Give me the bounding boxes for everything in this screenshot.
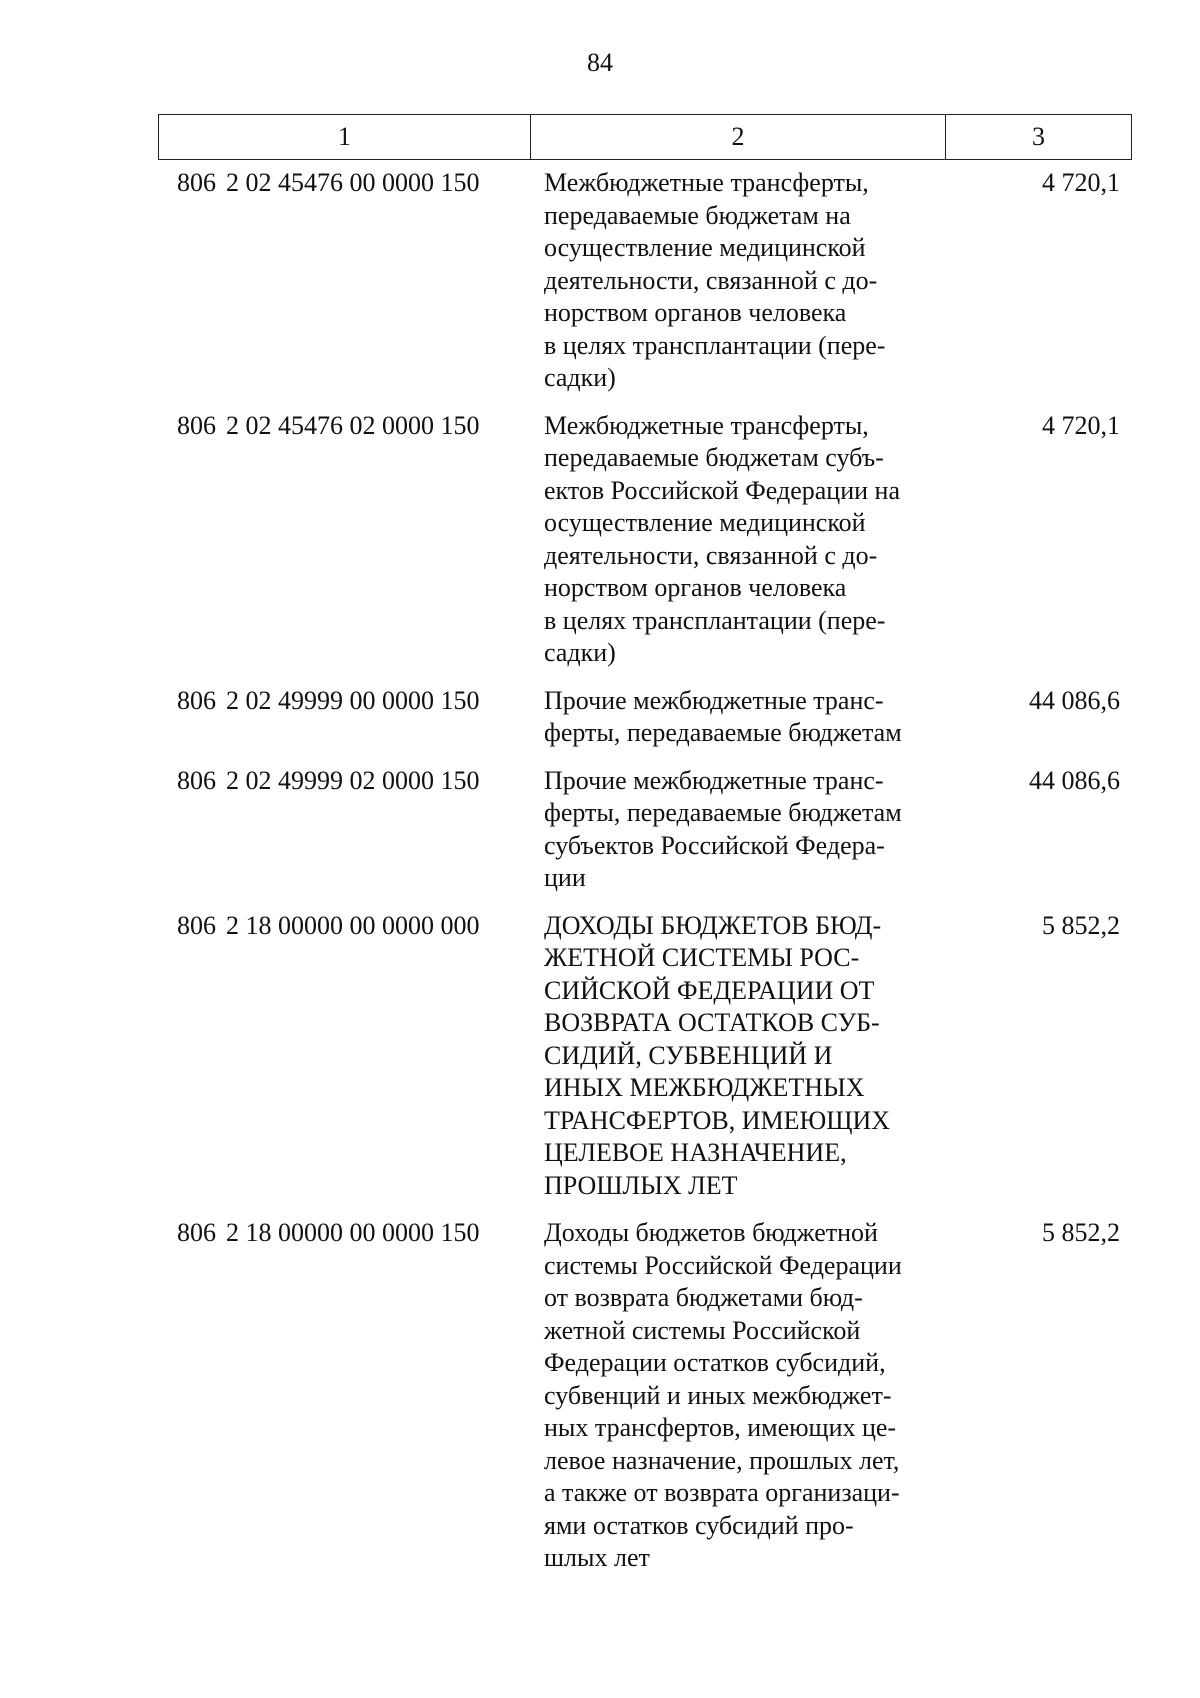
revenue-code-cell: 2 02 49999 00 0000 150 [226, 685, 480, 715]
revenue-name-line: садки) [544, 638, 616, 667]
amount-cell: 4 720,1 [1042, 410, 1120, 440]
budget-table [158, 114, 1132, 1575]
page-number: 84 [587, 48, 613, 77]
revenue-name-line: а также от возврата организаци- [544, 1478, 900, 1507]
revenue-name-cell [530, 685, 945, 750]
table-row [158, 910, 1132, 1203]
amount-cell: 5 852,2 [1042, 1218, 1120, 1247]
revenue-name-line: ных трансфертов, имеющих це- [544, 1413, 897, 1442]
revenue-name-line: садки) [544, 363, 616, 392]
revenue-name-line: от возврата бюджетами бюд- [544, 1283, 863, 1312]
header-column-3: 3 [1032, 122, 1045, 151]
revenue-name-line: ферты, передаваемые бюджетам [544, 798, 902, 827]
revenue-name-line: норством органов человека [544, 298, 847, 327]
revenue-name-line: жетной системы Российской [544, 1315, 861, 1345]
revenue-name-line: ВОЗВРАТА ОСТАТКОВ СУБ- [544, 1008, 880, 1037]
table-header-row [158, 114, 1132, 160]
revenue-name-line: ПРОШЛЫХ ЛЕТ [544, 1170, 738, 1200]
revenue-name-line: деятельности, связанной с до- [544, 265, 878, 295]
revenue-name-cell [530, 1217, 945, 1575]
amount-cell: 44 086,6 [1029, 765, 1120, 795]
admin-code-cell: 806 [177, 910, 216, 940]
admin-code-cell: 806 [177, 685, 216, 715]
admin-code-cell: 806 [177, 765, 216, 795]
revenue-name-line: ции [544, 863, 586, 892]
revenue-name-line: ЦЕЛЕВОЕ НАЗНАЧЕНИЕ, [544, 1138, 847, 1167]
header-column-1: 1 [159, 115, 531, 159]
revenue-code-cell: 2 02 45476 02 0000 150 [226, 410, 480, 440]
table-row [158, 685, 1132, 750]
revenue-name-line: в целях трансплантации (пере- [544, 605, 886, 635]
admin-code-cell: 806 [177, 168, 216, 197]
table-body [158, 167, 1132, 1575]
revenue-name-line: СИЙСКОЙ ФЕДЕРАЦИИ ОТ [544, 975, 875, 1005]
admin-code-cell: 806 [177, 410, 216, 440]
revenue-name-line: Федерации остатков субсидий, [544, 1348, 886, 1377]
table-row [158, 765, 1132, 895]
table-row [158, 1217, 1132, 1575]
revenue-name-line: Прочие межбюджетные транс- [544, 765, 884, 795]
revenue-name-cell [530, 410, 945, 670]
revenue-name-line: ДОХОДЫ БЮДЖЕТОВ БЮД- [544, 910, 882, 940]
revenue-name-line: Межбюджетные трансферты, [544, 168, 869, 197]
revenue-name-cell [530, 765, 945, 895]
revenue-code-cell: 2 02 45476 00 0000 150 [226, 168, 480, 197]
revenue-code-cell: 2 18 00000 00 0000 150 [226, 1218, 480, 1247]
revenue-name-line: осуществление медицинской [544, 233, 866, 262]
revenue-name-line: в целях трансплантации (пере- [544, 330, 886, 360]
revenue-name-line: субъектов Российской Федера- [544, 830, 885, 860]
revenue-name-line: системы Российской Федерации [544, 1250, 902, 1280]
revenue-name-line: ями остатков субсидий про- [544, 1510, 854, 1540]
revenue-name-cell [530, 910, 945, 1203]
revenue-name-line: осуществление медицинской [544, 508, 866, 537]
table-row [158, 167, 1132, 395]
revenue-name-line: норством органов человека [544, 573, 847, 602]
revenue-name-line: Прочие межбюджетные транс- [544, 685, 884, 715]
revenue-name-line: субвенций и иных межбюджет- [544, 1380, 892, 1410]
header-column-2: 2 [531, 115, 946, 159]
amount-cell: 4 720,1 [1042, 168, 1120, 197]
revenue-name-line: ИНЫХ МЕЖБЮДЖЕТНЫХ [544, 1073, 865, 1102]
amount-cell: 5 852,2 [1042, 910, 1120, 940]
admin-code-cell: 806 [177, 1218, 216, 1247]
revenue-name-line: ектов Российской Федерации на [544, 475, 901, 505]
revenue-name-line: шлых лет [544, 1543, 650, 1572]
table-row [158, 410, 1132, 670]
revenue-name-line: передаваемые бюджетам субъ- [544, 443, 884, 472]
revenue-name-line: левое назначение, прошлых лет, [544, 1445, 900, 1475]
revenue-name-cell [530, 167, 945, 395]
revenue-code-cell: 2 18 00000 00 0000 000 [226, 910, 480, 940]
revenue-name-line: передаваемые бюджетам на [544, 200, 851, 230]
amount-cell: 44 086,6 [1029, 685, 1120, 715]
revenue-name-line: ТРАНСФЕРТОВ, ИМЕЮЩИХ [544, 1105, 891, 1135]
revenue-code-cell: 2 02 49999 02 0000 150 [226, 765, 480, 795]
revenue-name-line: Межбюджетные трансферты, [544, 410, 869, 440]
revenue-name-line: ферты, передаваемые бюджетам [544, 718, 902, 747]
revenue-name-line: Доходы бюджетов бюджетной [544, 1218, 878, 1247]
revenue-name-line: деятельности, связанной с до- [544, 540, 878, 570]
revenue-name-line: ЖЕТНОЙ СИСТЕМЫ РОС- [544, 943, 860, 972]
revenue-name-line: СИДИЙ, СУБВЕНЦИЙ И [544, 1040, 833, 1070]
